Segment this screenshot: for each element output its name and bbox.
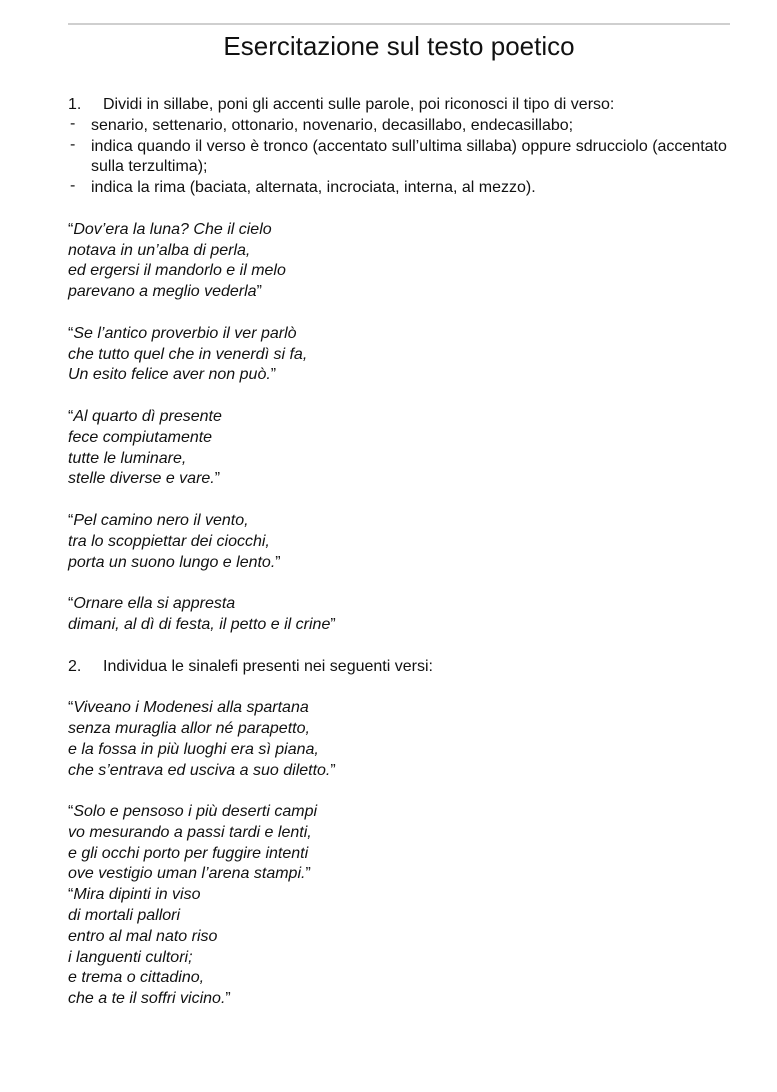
document-body — [68, 95, 733, 1010]
poem-line: che s’entrava ed usciva a suo diletto.” — [68, 761, 336, 779]
bullet-text: indica quando il verso è tronco (accentato sull’ultima sillaba) oppure sdrucciolo (accentato sulla terzultima); — [91, 137, 727, 176]
poem-line: dimani, al dì di festa, il petto e il crine” — [68, 615, 336, 633]
poem-line: di mortali pallori — [68, 907, 181, 925]
top-divider — [68, 23, 730, 25]
poem-6 — [68, 698, 733, 781]
open-quote: “ — [68, 220, 74, 238]
poem-line: stelle diverse e vare.” — [68, 470, 221, 488]
close-quote: ” — [305, 865, 311, 883]
poem-line: i languenti cultori; — [68, 948, 193, 966]
poem-line: e gli occhi porto per fuggire intenti — [68, 844, 309, 862]
close-quote: ” — [275, 553, 281, 571]
poem-line: vo mesurando a passi tardi e lenti, — [68, 823, 312, 841]
poem-line: “Se l’antico proverbio il ver parlò — [68, 324, 297, 342]
poem-4 — [68, 511, 733, 573]
close-quote: ” — [330, 615, 336, 633]
poem-line: Un esito felice aver non può.” — [68, 366, 277, 384]
close-quote: ” — [270, 366, 277, 384]
poem-line: “Ornare ella si appresta — [68, 595, 236, 613]
open-quote: “ — [68, 886, 74, 904]
poem-line: e trema o cittadino, — [68, 969, 205, 987]
poem-line: ed ergersi il mandorlo e il melo — [68, 262, 286, 280]
exercise-2-number: 2. — [68, 657, 82, 675]
list-item — [68, 116, 733, 137]
open-quote: “ — [68, 595, 74, 613]
poem-2 — [68, 324, 733, 386]
bullet-text: indica la rima (baciata, alternata, incrociata, interna, al mezzo). — [91, 179, 536, 197]
poem-8 — [68, 885, 733, 1010]
poem-line: entro al mal nato riso — [68, 927, 218, 945]
exercise-2-instruction: Individua le sinalefi presenti nei seguenti versi: — [103, 657, 433, 675]
open-quote: “ — [68, 511, 74, 529]
exercise-1-instruction: Dividi in sillabe, poni gli accenti sulle parole, poi riconosci il tipo di verso: — [103, 96, 615, 113]
page-title: Esercitazione sul testo poetico — [223, 31, 575, 61]
list-item — [68, 178, 733, 199]
bullet-text: senario, settenario, ottonario, novenario, decasillabo, endecasillabo; — [91, 116, 574, 134]
poem-line: “Solo e pensoso i più deserti campi — [68, 803, 318, 821]
open-quote: “ — [68, 407, 74, 425]
open-quote: “ — [68, 699, 74, 717]
dash-bullet-icon: - — [70, 177, 76, 195]
poem-line: parevano a meglio vederla” — [68, 283, 262, 301]
close-quote: ” — [214, 470, 221, 488]
exercise-1-bullet-list — [68, 116, 733, 199]
open-quote: “ — [68, 324, 74, 342]
poem-line: porta un suono lungo e lento.” — [68, 553, 281, 571]
exercise-2-heading — [68, 657, 733, 678]
close-quote: ” — [256, 283, 262, 301]
poem-line: “Mira dipinti in viso — [68, 886, 201, 904]
exercise-1-number: 1. — [68, 96, 82, 113]
poem-line: senza muraglia allor né parapetto, — [68, 719, 310, 737]
poem-7 — [68, 802, 733, 885]
poem-line: “Pel camino nero il vento, — [68, 511, 249, 529]
poem-line: “Al quarto dì presente — [68, 407, 222, 425]
open-quote: “ — [68, 803, 74, 821]
close-quote: ” — [225, 990, 231, 1008]
close-quote: ” — [330, 761, 336, 779]
poem-line: ove vestigio uman l’arena stampi.” — [68, 865, 311, 883]
poem-line: che a te il soffri vicino.” — [68, 990, 231, 1008]
poem-3 — [68, 407, 733, 490]
poem-line: fece compiutamente — [68, 428, 213, 446]
poem-line: “Dov’era la luna? Che il cielo — [68, 220, 272, 238]
poem-line: tutte le luminare, — [68, 449, 187, 467]
list-item — [68, 137, 733, 179]
poem-line: e la fossa in più luoghi era sì piana, — [68, 740, 319, 758]
poem-5 — [68, 594, 733, 636]
poem-line: tra lo scoppiettar dei ciocchi, — [68, 532, 270, 550]
poem-1 — [68, 220, 733, 303]
poem-line: “Viveano i Modenesi alla spartana — [68, 699, 309, 717]
exercise-1-heading — [68, 95, 733, 116]
dash-bullet-icon: - — [70, 114, 76, 132]
poem-line: che tutto quel che in venerdì si fa, — [68, 345, 308, 363]
poem-line: notava in un’alba di perla, — [68, 241, 251, 259]
dash-bullet-icon: - — [70, 135, 76, 153]
